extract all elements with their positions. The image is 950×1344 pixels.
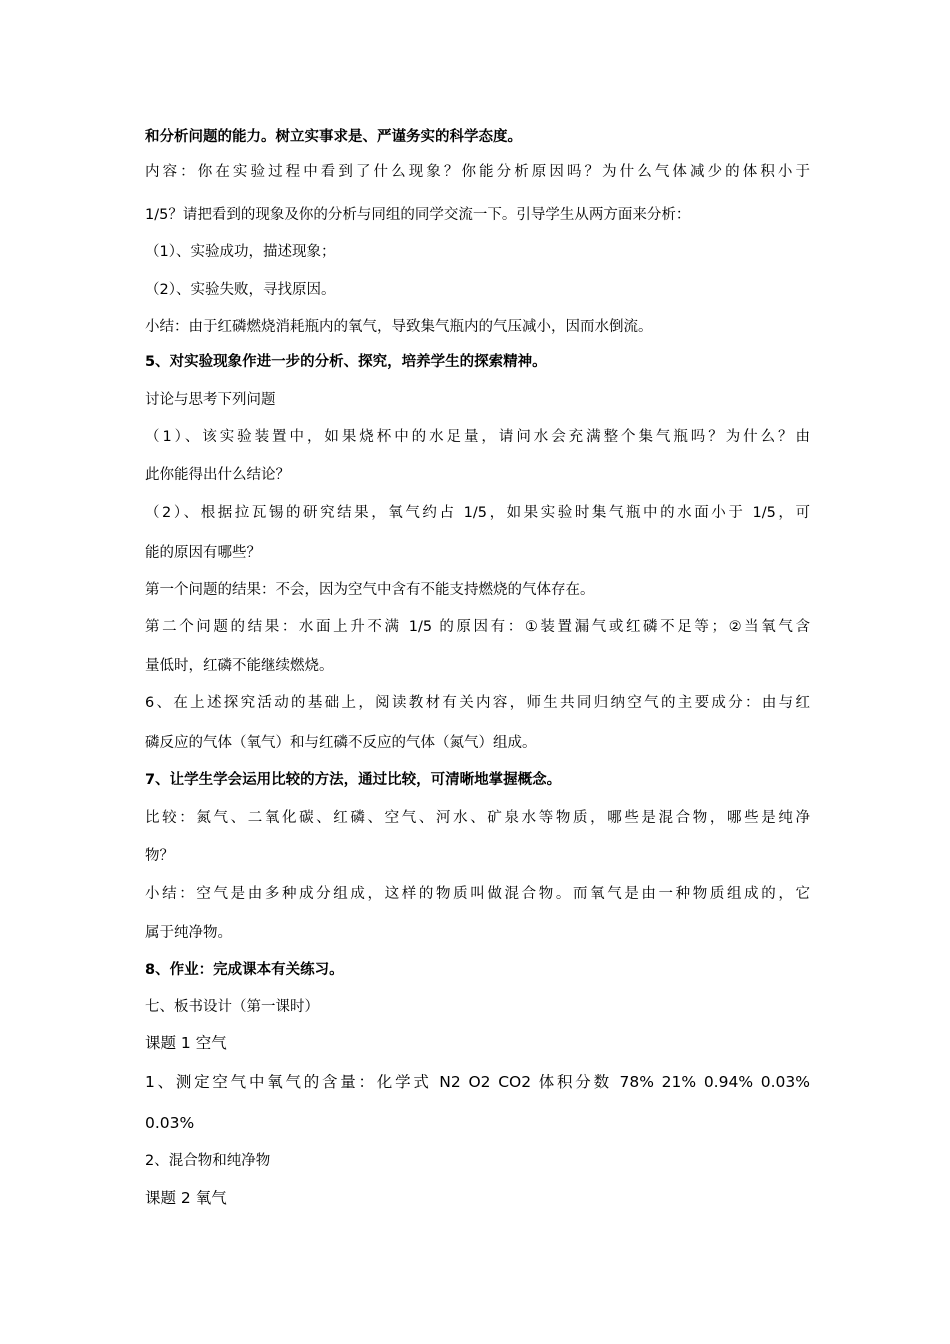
text-line: 此你能得出什么结论？ — [145, 467, 290, 483]
text-line: 1/5？请把看到的现象及你的分析与同组的同学交流一下。引导学生从两方面来分析： — [145, 207, 691, 223]
text-line: 课题 1 空气 — [145, 1034, 227, 1052]
text-line: 第一个问题的结果：不会，因为空气中含有不能支持燃烧的气体存在。 — [145, 582, 595, 598]
text-line: 7、让学生学会运用比较的方法，通过比较，可清晰地掌握概念。 — [145, 772, 562, 788]
text-line: 1、测定空气中氧气的含量：化学式 N2 O2 CO2 体积分数 78% 21% 0.94% 0.03% — [145, 1073, 810, 1091]
text-line: 8、作业：完成课本有关练习。 — [145, 962, 344, 978]
text-line: 内容：你在实验过程中看到了什么现象？你能分析原因吗？为什么气体减少的体积小于 — [145, 164, 810, 180]
text-line: 6、在上述探究活动的基础上，阅读教材有关内容，师生共同归纳空气的主要成分：由与红 — [145, 695, 810, 711]
text-line: （1）、该实验装置中，如果烧杯中的水足量，请问水会充满整个集气瓶吗？为什么？由 — [145, 429, 810, 445]
text-line: 0.03% — [145, 1114, 195, 1132]
text-line: 物？ — [145, 848, 174, 864]
text-line: （2）、实验失败，寻找原因。 — [145, 282, 336, 298]
text-line: 比较：氮气、二氧化碳、红磷、空气、河水、矿泉水等物质，哪些是混合物，哪些是纯净 — [145, 810, 810, 826]
text-line: 5、对实验现象作进一步的分析、探究，培养学生的探索精神。 — [145, 354, 547, 370]
text-line: 磷反应的气体（氧气）和与红磷不反应的气体（氮气）组成。 — [145, 735, 537, 751]
text-line: 2、混合物和纯净物 — [145, 1153, 271, 1169]
text-line: 课题 2 氧气 — [145, 1189, 227, 1207]
text-line: 量低时，红磷不能继续燃烧。 — [145, 658, 334, 674]
text-line: 能的原因有哪些？ — [145, 545, 261, 561]
text-line: （2）、根据拉瓦锡的研究结果，氧气约占 1/5，如果实验时集气瓶中的水面小于 1/5，可 — [145, 505, 810, 521]
text-line: 讨论与思考下列问题 — [145, 392, 276, 408]
text-line: 第二个问题的结果：水面上升不满 1/5 的原因有：①装置漏气或红磷不足等；②当氧气含 — [145, 619, 810, 635]
text-line: 小结：空气是由多种成分组成，这样的物质叫做混合物。而氧气是由一种物质组成的，它 — [145, 886, 810, 902]
text-line: 七、板书设计（第一课时） — [145, 999, 319, 1015]
text-line: 和分析问题的能力。树立实事求是、严谨务实的科学态度。 — [145, 129, 522, 145]
text-line: 小结：由于红磷燃烧消耗瓶内的氧气，导致集气瓶内的气压减小，因而水倒流。 — [145, 319, 653, 335]
text-line: （1）、实验成功，描述现象； — [145, 244, 336, 260]
document-page — [145, 0, 810, 1344]
text-line: 属于纯净物。 — [145, 925, 232, 941]
